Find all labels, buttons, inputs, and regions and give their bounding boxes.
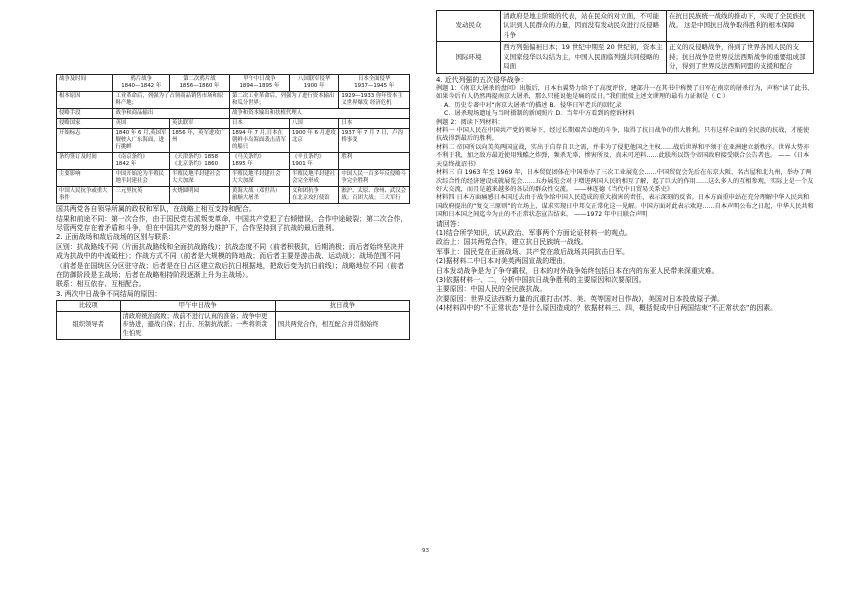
compare-table-continued [436, 10, 814, 74]
war-table-cell: 1856 年，英军进攻广州 [169, 129, 229, 153]
war-table-cell: 1894 年 7 月,日本在朝鲜丰岛海面袭击清军的船只 [229, 129, 289, 153]
source-material: 材料四 日本方面痛感日本国过去由于战争给中国人民造成的重大损害的责任，表示深刻的反省。日本方面重申站在充分理解中华人民共和国政府提出的“复交三原则”的立场上，谋求实现日中邦交正常化这一见解。中国方面对此表示欢迎……自本声明公布之日起，中华人民共和国和日本国之间迄今为止的不正常状态宣告结束。 ——1972 年中日联合声明 [436, 194, 814, 219]
war-table-cell: 三元里抗英 [113, 187, 169, 204]
war-row-label: 侵略手段 [57, 109, 113, 119]
war-table-cell: 日本 [339, 119, 410, 129]
left-paragraph: 结果和前途不同：第一次合作，由于国民党右派叛变革命，中国共产党犯了右倾错误，合作中途破裂；第二次合作，尽管两党存在着矛盾和斗争，但在中国共产党的努力维护下，合作坚持到了抗战的最后胜利。 [56, 214, 408, 233]
compare-kangri: 在抗日民族统一战线的推动下，实现了全民族抗战。 这是中国抗日战争取得胜利的根本保障 [666, 11, 813, 42]
war-table-cell: 1900 年 6 月进攻北京 [289, 129, 338, 153]
example-question: 例题 1：《南京大屠杀的盘问》出版后，日本右翼势力给予了高度评价，建部升一在其书中称赞了日军在南京的屠杀行为，声称“读了此书，如果今后有人仍然再提南京大屠杀，那么只能说他是痛的反日。”我们批驳上述文谬理的最有力证据是（ C ） [436, 84, 814, 101]
war-table-cell: 1840 年 6 月,英国军舰驶入广东海面，进行挑衅 [113, 129, 169, 153]
source-material: 材料二 帝国所以向美英两国宣战，实出于自存自卫之需，并非为了侵犯他国之主权……战后世界和平须于在亚洲建立新秩序。世界大势亦不利于我，加之敌方最近使用残酷之炸弹，频杀无辜，惨害所及，真未可逆料……此朕所以饬令帝国政府接受联合公告者也。 ——《日本天皇终战诏书》 [436, 143, 810, 168]
answer-line: 主要原因：中国人民的全民族抗战。 [436, 285, 547, 294]
war-table-cell: 第二次工业革命后，列强为了进行资本输出和瓜分世界； [229, 92, 338, 109]
war-table-cell: 《天津条约》1858 《北京条约》1860 [169, 153, 229, 170]
war-table-header: 日本全面侵华 1937—1945 年 [339, 75, 410, 92]
answer-line: (4)材料四中的“不正常状态”是什么原因造成的？依据材料三、四，概括促成中日两国结束“不正常状态”的因素。 [436, 304, 778, 313]
compare-table [56, 300, 410, 340]
answer-line: 次要原因：世界反法西斯力量的沉重打击(苏、美、英等国对日作战)，美国对日本投放原子弹。 [436, 294, 724, 303]
source-material: 材料一 中国人民在中国共产党的领导下，经过长期艰苦卓绝的斗争，取得了抗日战争的伟大胜利。只有这样全面的全民族的抗战，才能使抗战得到最后的胜利。 [436, 127, 810, 143]
war-table-cell: 工业革命后，列强为了占领商品销售市场和原料产地； [113, 92, 229, 109]
answer-line: 日本发动战争是为了争夺霸权，日本的对外战争始终包括日本在内的东亚人民带来深重灾难。 [436, 266, 719, 275]
section-heading: 4. 近代列强的五次侵华战争： [436, 75, 528, 84]
war-table-cell: 淞沪、太原、徐州、武汉会战；百团大战；三大军行 [339, 187, 410, 204]
war-table-row [57, 153, 410, 170]
left-column [56, 74, 410, 340]
war-table-header: 甲午中日战争 1894—1895 年 [229, 75, 289, 92]
war-row-label: 条约签订及时间 [57, 153, 113, 170]
war-table-cell: 战争和商品输出 [113, 109, 229, 119]
war-table-cell: 《南京条约》 1842 年 [113, 153, 169, 170]
left-paragraph: 区别：抗战路线不同（片面抗战路线和全面抗战路线）；抗战态度不同（前者积极抗，后期消极；而后者始终坚决并成为抗战中的中流砥柱）；作战方式不同（前者是大规模的阵地战；而后者主要是游击战、运动战）；战场范围不同（前者是在国统区分区驻守战；后者是在日占区建立敌后抗日根据地，把敌后变为抗日前线）；战略地位不同（前者在防御阶段是主战场；后者在战略相持阶段逐渐上升为主战场）。 [56, 242, 404, 279]
war-table-cell: 半殖民地半封建社会完全形成 [289, 170, 338, 187]
war-row-label: 根本原因 [57, 92, 113, 109]
answer-line: 政治上：国共两党合作，建立抗日民族统一战线。 [436, 238, 588, 247]
war-table-cell: 1937 年 7 月 7 日，卢沟桥事变 [339, 129, 410, 153]
example-question: 例题 2：阅读下列材料： [436, 118, 504, 126]
answer-option: A．历史专著中对“南京大屠杀”的描述 B．侵华日军老兵的回忆录 [444, 101, 622, 109]
left-paragraph: 2. 正面战场和敌后战场的区别与联系： [56, 233, 176, 242]
page-number: 93 [422, 548, 429, 554]
war-table-row [57, 119, 410, 129]
compare-jiawu: 西方列强偏袒日本；19 世纪中期至 20 世纪初，资本主义国家侵华以勾结为主，中国人民面临列强共同侵略的局面 [501, 42, 667, 73]
war-table-cell: 火烧圆明园 [169, 187, 229, 204]
war-table-header: 战争及时间 [57, 75, 113, 92]
left-paragraph: 3. 两次中日战争不同结局的原因： [56, 289, 162, 298]
compare-kangri: 国共两党合作，相互配合并贯彻始终 [275, 312, 409, 340]
left-text-block [56, 205, 410, 299]
answer-line: (2)据材料二中日本对美英两国宣战的理由， [436, 257, 570, 266]
war-row-label: 中国人民抗争或重大事件 [57, 187, 113, 204]
war-table-row [57, 92, 410, 109]
war-table-row [57, 170, 410, 187]
war-table-header: 鸦片战争 1840—1842 年 [113, 75, 169, 92]
compare-header: 甲午中日战争 [120, 301, 275, 312]
war-table-cell: 英国 [113, 119, 169, 129]
compare-item: 发动民众 [437, 11, 501, 42]
compare-header: 比较项 [57, 301, 121, 312]
war-table-cell: 中国开始沦为半殖民地半封建社会 [113, 170, 169, 187]
compare-jiawu: 清政府统治腐败；战前不进行认真的准备；战争中更步协进，避战自保；打击、压制抗战派；一些将领贪生怕死 [120, 312, 275, 340]
war-table-cell: 战争和资本输出和扶植代理人 [229, 109, 409, 119]
war-row-label: 开始标志 [57, 129, 113, 153]
war-table-cell: 中国人民一百多年反侵略斗争完全胜利 [339, 170, 410, 187]
war-table-cell: 半殖民地半封建社会 大大加深 [169, 170, 229, 187]
war-table-cell: 黄海大战（邓世昌） 旅顺大屠杀 [229, 187, 289, 204]
war-table-cell: 八国 [289, 119, 338, 129]
war-table-cell: 胜利 [339, 153, 410, 170]
compare-item: 国际环境 [437, 42, 501, 73]
right-column [436, 10, 814, 314]
left-paragraph: 国共两党各自领导所属的政权和军队，在战略上相互支持和配合。 [56, 205, 256, 214]
war-table-row [57, 187, 410, 204]
war-table-row [57, 129, 410, 153]
left-paragraph: 联系：相互依存、互相配合。 [56, 280, 146, 289]
answer-line: 请回答： [436, 219, 464, 228]
war-table-cell: 英法联军 [169, 119, 229, 129]
war-table-cell: 《马关条约》 1895 年 [229, 153, 289, 170]
answer-line: (3)依据材料一、二，分析中国抗日战争胜利的主要原因和次要原因。 [436, 276, 646, 285]
war-row-label: 侵略国家 [57, 119, 113, 129]
compare-jiawu: 清政府是地主阶级的代表，站在民众的对立面，不可能认识到人民群众的力量，因而没有发动民众进行反侵略斗争 [501, 11, 667, 42]
war-table-cell: 日本 [229, 119, 289, 129]
answer-line: (1)结合所学知识，试从政治、军事两个方面论证材料一的观点。 [436, 229, 632, 238]
answer-line: 军事上：国民党在正面战场、共产党在敌后战场共同抗击日军。 [436, 247, 629, 256]
right-text-block [436, 76, 814, 314]
war-table-cell: 1929—1933 你年资本主义世界爆发 经济危机 [339, 92, 410, 109]
war-table-header: 八国联军侵华 1900 年 [289, 75, 338, 92]
answer-option: C．屠杀现场遗址与当时摄制的新闻照片 D．当年中方看到的控诉材料 [444, 110, 635, 118]
war-table-cell: 《辛丑条约》 1901 年 [289, 153, 338, 170]
war-row-label: 主要影响 [57, 170, 113, 187]
war-table-cell: 半殖民地半封建社会 大大加深 [229, 170, 289, 187]
war-table-cell: 义和团抗争 在北京攻打使馆 [289, 187, 338, 204]
war-table-row [57, 109, 410, 119]
compare-header: 抗日战争 [275, 301, 409, 312]
war-table-header: 第二次鸦片战 1856—1860 年 [169, 75, 229, 92]
compare-item: 组织领导者 [57, 312, 121, 340]
source-material: 材料三 自 1963 年至 1969 年，日本贸促团体在中国举办了三次工业展览会……中国贸促会先后在东京大阪、名古屋和北九州，举办了两次综合性的经济建设成就展览会……五办展览会对于增进两国人民的相互了解，起了巨大的作用……这么多人的互相参观，实际上是一个友好大交流，而且是越来越多的各层的群众性交流。 ——林连德《当代中日贸易关系史》 [436, 169, 814, 193]
compare-kangri: 正义的反侵略战争，得到了世界各国人民的支持；抗日战争是世界反法西斯战争的重要组成部分，得到了世界反法西斯同盟的支援和配合 [666, 42, 813, 73]
war-table [56, 74, 410, 204]
